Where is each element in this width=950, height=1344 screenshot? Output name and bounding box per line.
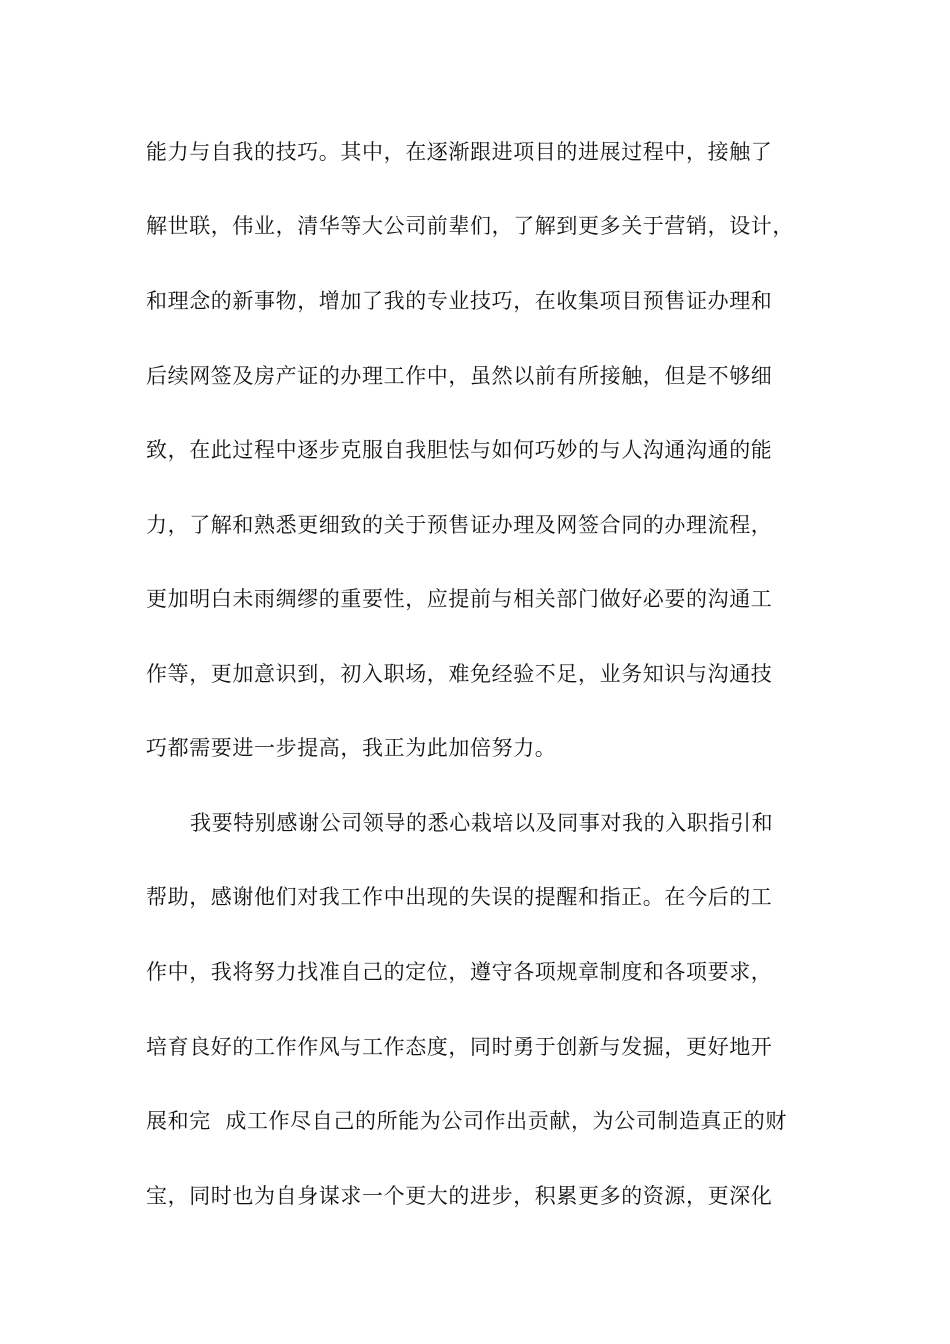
text-line: 和理念的新事物，增加了我的专业技巧，在收集项目预售证办理和 (146, 289, 773, 313)
text-line: 作中，我将努力找准自己的定位，遵守各项规章制度和各项要求， (146, 960, 773, 984)
text-line: 帮助，感谢他们对我工作中出现的失误的提醒和指正。在今后的工 (146, 885, 773, 909)
text-line: 作等，更加意识到，初入职场，难免经验不足，业务知识与沟通技 (146, 662, 773, 686)
text-line: 宝，同时也为自身谋求一个更大的进步，积累更多的资源，更深化 (146, 1184, 773, 1208)
text-line: 更加明白未雨绸缪的重要性，应提前与相关部门做好必要的沟通工 (146, 587, 773, 611)
text-line: 展和完 成工作尽自己的所能为公司作出贡献，为公司制造真正的财 (146, 1109, 787, 1133)
text-line: 致，在此过程中逐步克服自我胆怯与如何巧妙的与人沟通沟通的能 (146, 438, 773, 462)
text-line: 解世联，伟业，清华等大公司前辈们，了解到更多关于营销，设计， (146, 214, 794, 238)
text-line: 培育良好的工作作风与工作态度，同时勇于创新与发掘，更好地开 (146, 1035, 773, 1059)
text-line: 巧都需要进一步提高，我正为此加倍努力。 (146, 736, 557, 760)
text-line: 后续网签及房产证的办理工作中，虽然以前有所接触，但是不够细 (146, 364, 773, 388)
text-line: 力，了解和熟悉更细致的关于预售证办理及网签合同的办理流程， (146, 513, 773, 537)
text-line: 能力与自我的技巧。其中，在逐渐跟进项目的进展过程中，接触了 (146, 140, 773, 164)
paragraph-first-line: 我要特别感谢公司领导的悉心栽培以及同事对我的入职指引和 (190, 811, 774, 835)
